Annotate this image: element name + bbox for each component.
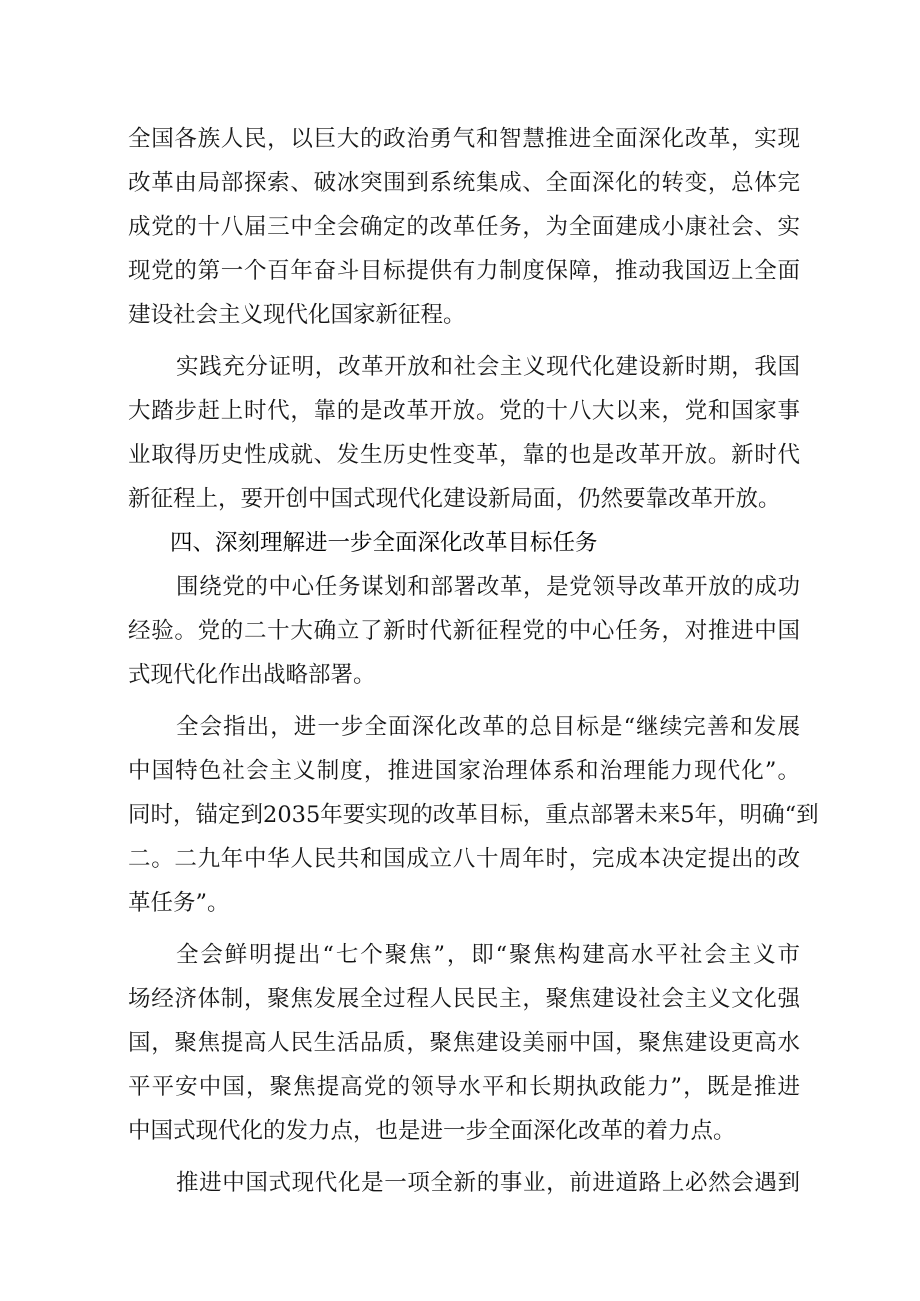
text-line: 经验。党的二十大确立了新时代新征程党的中心任务，对推进中国 bbox=[128, 618, 800, 644]
text-line: 革任务”。 bbox=[128, 890, 230, 916]
text-line: 大踏步赶上时代，靠的是改革开放。党的十八大以来，党和国家事 bbox=[128, 398, 800, 424]
text-line: 改革由局部探索、破冰突围到系统集成、全面深化的转变，总体完 bbox=[128, 170, 800, 196]
text-line: 中国特色社会主义制度，推进国家治理体系和治理能力现代化”。 bbox=[128, 758, 800, 784]
text-line: 式现代化作出战略部署。 bbox=[128, 662, 376, 688]
paragraph bbox=[128, 705, 819, 925]
text-line: 实践充分证明，改革开放和社会主义现代化建设新时期，我国 bbox=[176, 354, 800, 380]
text-line: 国，聚焦提高人民生活品质，聚焦建设美丽中国，聚焦建设更高水 bbox=[128, 1030, 800, 1056]
paragraph bbox=[128, 117, 800, 337]
text-line: 成党的十八届三中全会确定的改革任务，为全面建成小康社会、实 bbox=[128, 214, 800, 240]
document-body bbox=[128, 117, 819, 1205]
text-line: 推进中国式现代化是一项全新的事业，前进道路上必然会遇到 bbox=[176, 1170, 800, 1196]
paragraph bbox=[128, 933, 800, 1153]
text-line: 现党的第一个百年奋斗目标提供有力制度保障，推动我国迈上全面 bbox=[128, 258, 800, 284]
text-line: 二。二九年中华人民共和国成立八十周年时，完成本决定提出的改 bbox=[128, 846, 800, 872]
text-line: 业取得历史性成就、发生历史性变革，靠的也是改革开放。新时代 bbox=[128, 442, 800, 468]
text-line: 同时，锚定到2035年要实现的改革目标，重点部署未来5年，明确“到 bbox=[128, 802, 819, 828]
section-heading: 四、深刻理解进一步全面深化改革目标任务 bbox=[170, 530, 598, 556]
text-line: 全国各族人民，以巨大的政治勇气和智慧推进全面深化改革，实现 bbox=[128, 126, 800, 152]
paragraph bbox=[128, 1161, 800, 1205]
paragraph bbox=[128, 565, 800, 697]
text-line: 中国式现代化的发力点，也是进一步全面深化改革的着力点。 bbox=[128, 1118, 736, 1144]
text-line: 新征程上，要开创中国式现代化建设新局面，仍然要靠改革开放。 bbox=[128, 486, 781, 512]
text-line: 围绕党的中心任务谋划和部署改革，是党领导改革开放的成功 bbox=[176, 574, 800, 600]
text-line: 场经济体制，聚焦发展全过程人民民主，聚焦建设社会主义文化强 bbox=[128, 986, 800, 1012]
text-line: 平平安中国，聚焦提高党的领导水平和长期执政能力”，既是推进 bbox=[128, 1074, 800, 1100]
text-line: 建设社会主义现代化国家新征程。 bbox=[128, 302, 466, 328]
text-line: 全会指出，进一步全面深化改革的总目标是“继续完善和发展 bbox=[176, 714, 800, 740]
text-line: 全会鲜明提出“七个聚焦”，即“聚焦构建高水平社会主义市 bbox=[176, 942, 800, 968]
paragraph bbox=[128, 345, 800, 521]
